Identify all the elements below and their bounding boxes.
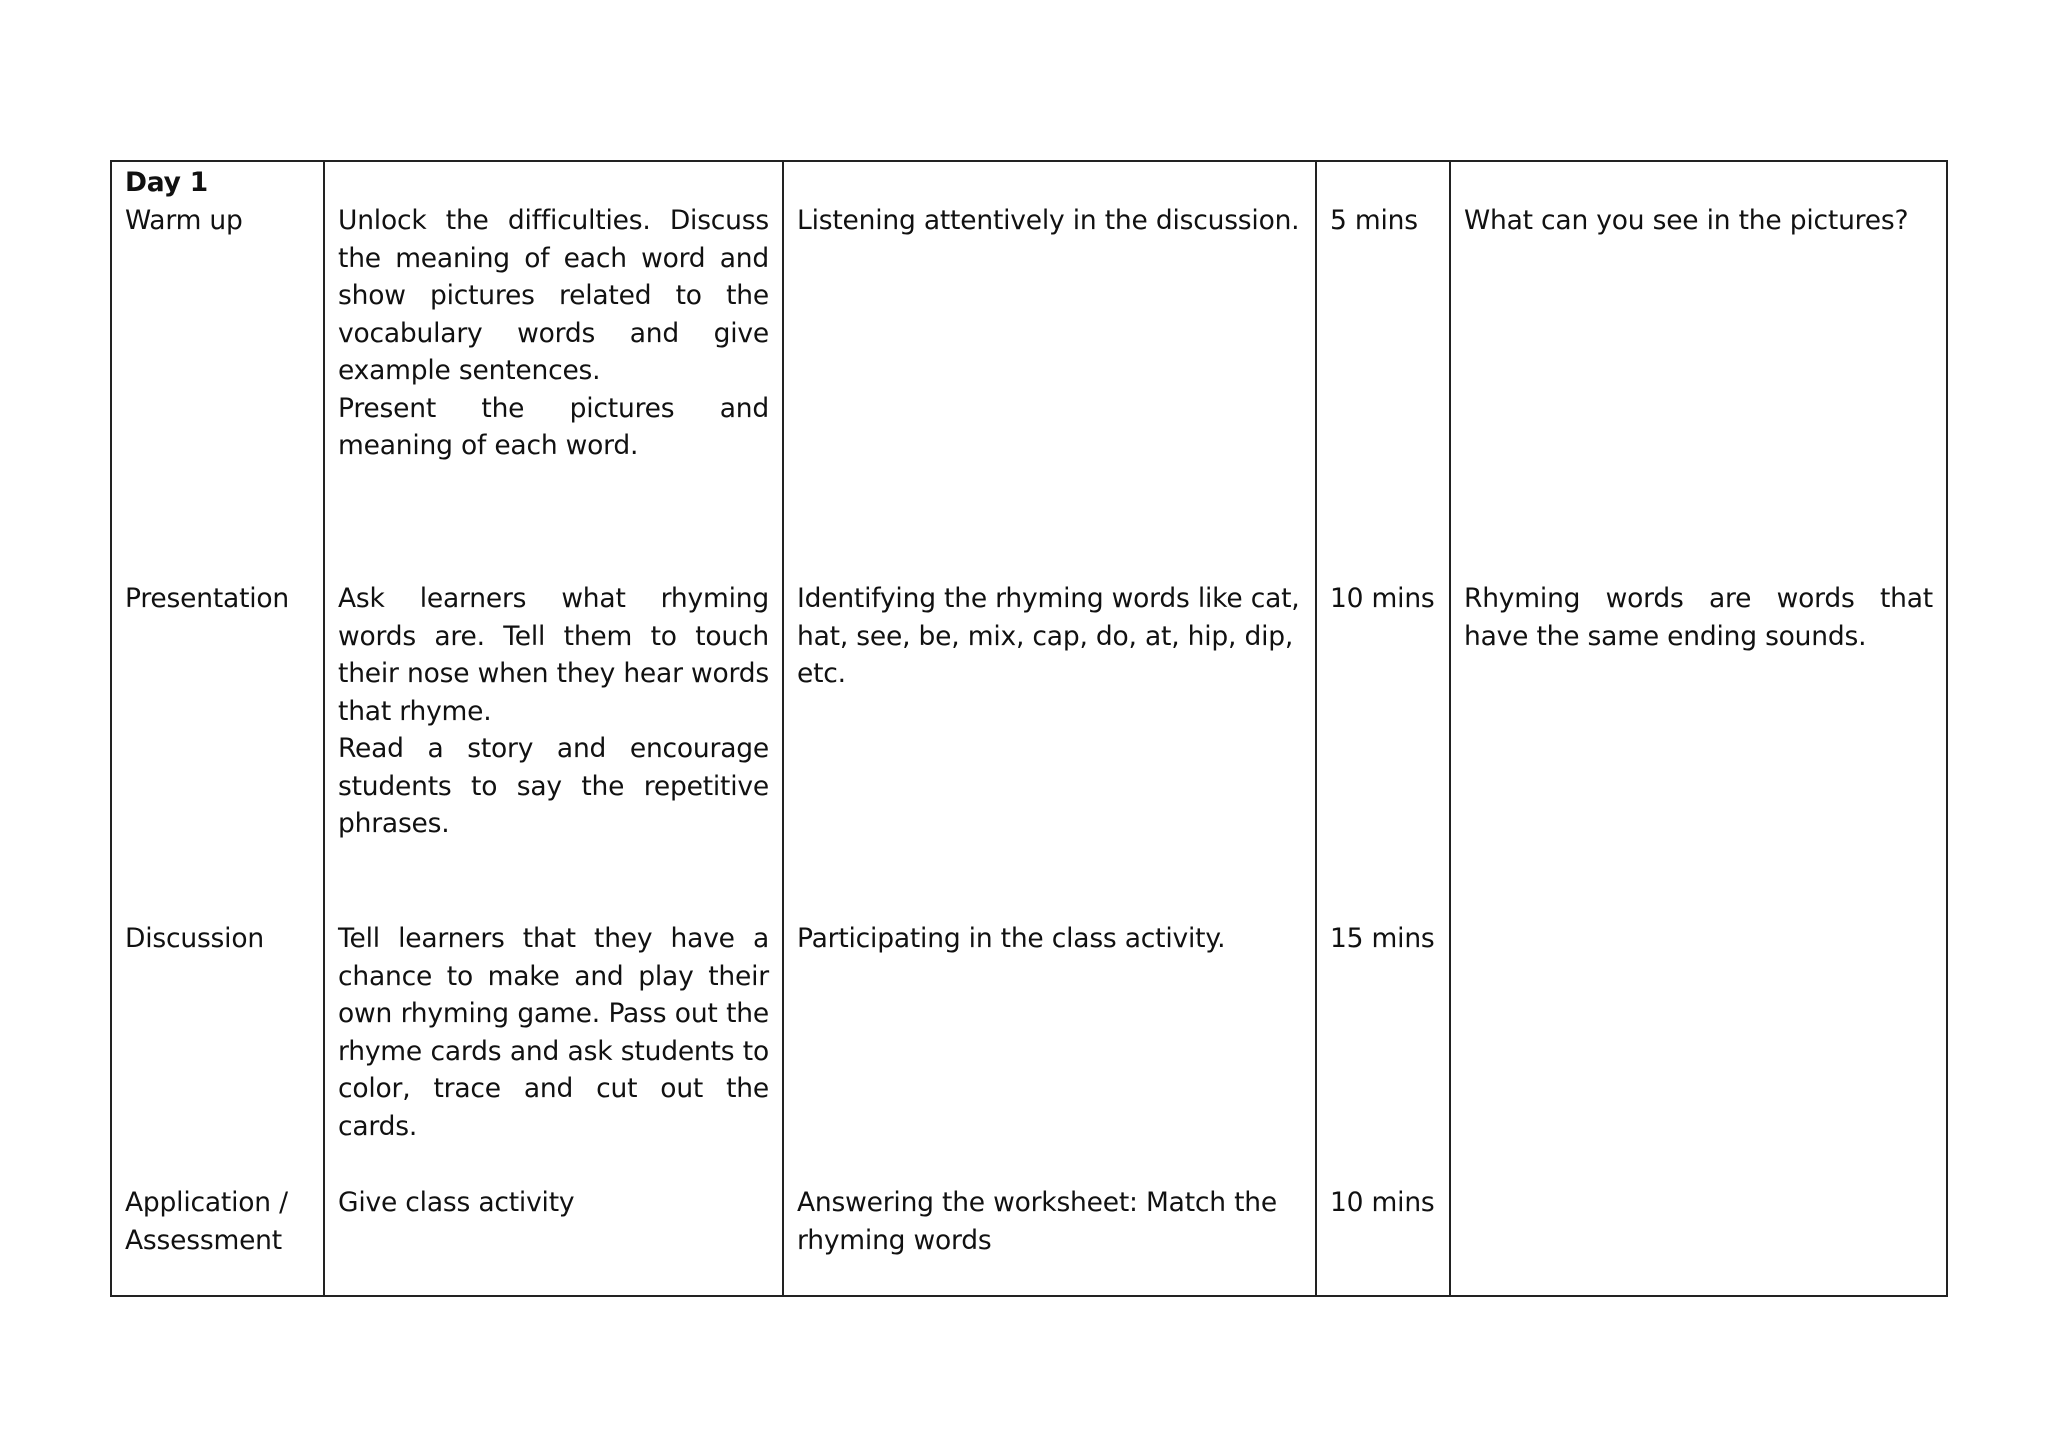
learner-activity-warm-up: Listening attentively in the discussion. — [797, 205, 1300, 236]
time-application: 10 mins — [1330, 1187, 1435, 1218]
notes-column — [1451, 162, 1946, 1295]
teacher-activity-paragraph: Tell learners that they have a chance to make and play their own rhyming game. Pass out the rhyme cards and ask students to color, trace and cut out the cards. — [338, 923, 769, 1142]
stage-application-assessment: Application / Assessment — [125, 1187, 288, 1256]
learner-activity-column — [784, 162, 1317, 1295]
teacher-activity-presentation — [338, 580, 769, 843]
teacher-activity-application — [338, 1184, 769, 1222]
time-presentation: 10 mins — [1330, 583, 1435, 614]
note-warm-up: What can you see in the pictures? — [1464, 205, 1909, 236]
teacher-activity-warm-up — [338, 202, 769, 465]
teacher-activity-discussion — [338, 920, 769, 1145]
day-label: Day 1 — [125, 167, 209, 198]
stage-column — [112, 162, 325, 1295]
stage-presentation: Presentation — [125, 583, 290, 614]
teacher-activity-paragraph: Ask learners what rhyming words are. Tell them to touch their nose when they hear words that rhyme. — [338, 583, 769, 727]
teacher-activity-column — [325, 162, 784, 1295]
note-presentation: Rhyming words are words that have the same ending sounds. — [1464, 583, 1933, 652]
time-discussion: 15 mins — [1330, 923, 1435, 954]
lesson-plan-table — [110, 160, 1948, 1297]
teacher-activity-paragraph: Present the pictures and meaning of each word. — [338, 392, 769, 461]
time-column — [1317, 162, 1451, 1295]
time-warm-up: 5 mins — [1330, 205, 1418, 236]
teacher-activity-paragraph: Read a story and encourage students to say the repetitive phrases. — [338, 733, 769, 839]
stage-discussion: Discussion — [125, 923, 264, 954]
stage-warm-up: Warm up — [125, 205, 243, 236]
teacher-activity-paragraph: Unlock the difficulties. Discuss the meaning of each word and show pictures related to the vocabulary words and give example sentences. — [338, 205, 769, 386]
learner-activity-discussion: Participating in the class activity. — [797, 923, 1226, 954]
teacher-activity-paragraph: Give class activity — [338, 1187, 575, 1218]
learner-activity-presentation: Identifying the rhyming words like cat, hat, see, be, mix, cap, do, at, hip, dip, etc. — [797, 583, 1300, 689]
learner-activity-application: Answering the worksheet: Match the rhyming words — [797, 1187, 1277, 1256]
